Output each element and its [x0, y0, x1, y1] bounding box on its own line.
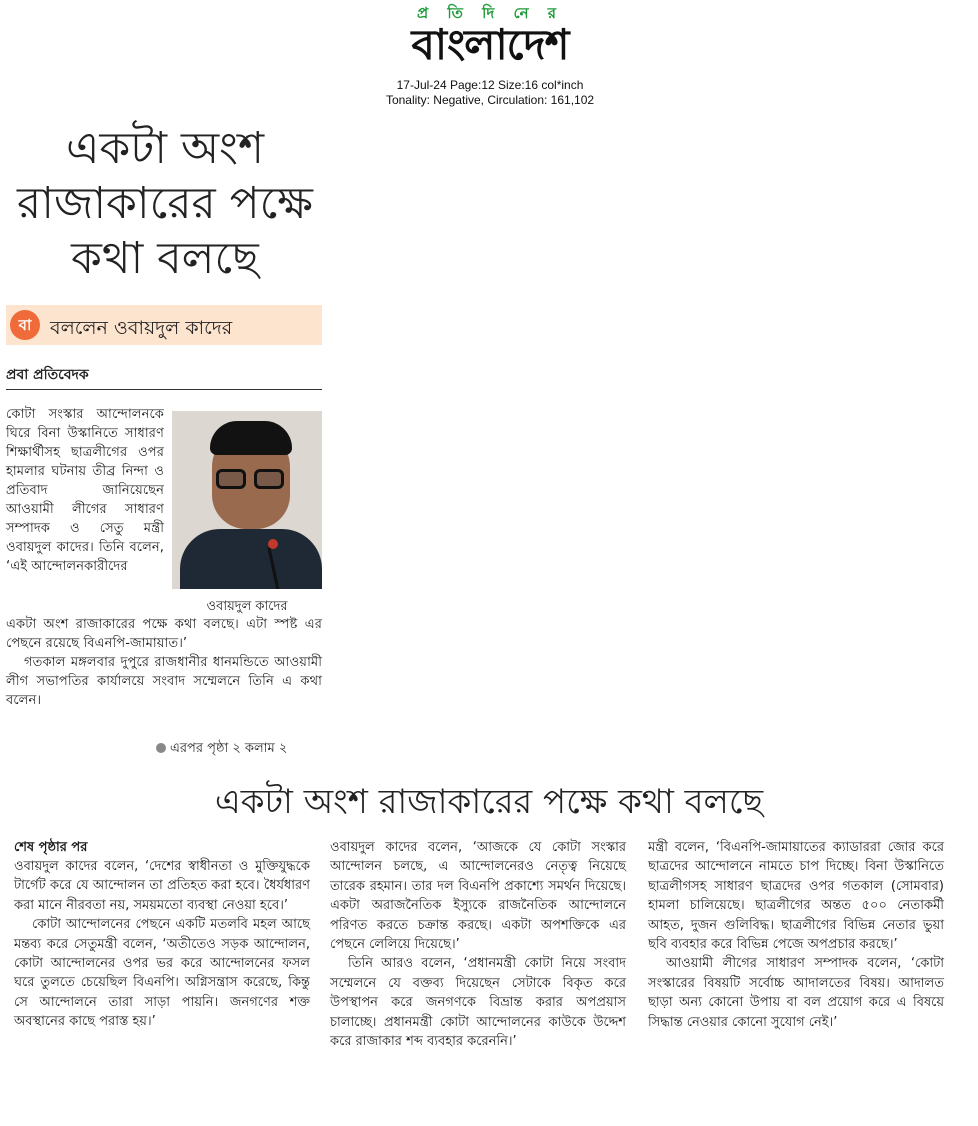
continuation-column-2: [330, 838, 626, 1051]
paragraph: আওয়ামী লীগের সাধারণ সম্পাদক বলেন, ‘কোটা সংস্কারের বিষয়টি সর্বোচ্চ আদালতের বিষয়। আদালত ছাড়া অন্য কোনো উপায় বা বল প্রয়োগ করে এ বিষয়ে সিদ্ধান্ত নেওয়ার কোনো সুযোগ নেই।’: [648, 956, 944, 1030]
continuation-headline: একটা অংশ রাজাকারের পক্ষে কথা বলছে: [214, 782, 764, 822]
subhead-bar: [6, 305, 322, 345]
continued-on-notice: [156, 739, 287, 760]
continued-text: এরপর পৃষ্ঠা ২ কলাম ২: [170, 741, 288, 756]
clipping-meta: [330, 78, 650, 108]
masthead: [360, 4, 620, 68]
headline-line-1: একটা অংশ: [65, 123, 265, 174]
paragraph: ওবায়দুল কাদের বলেন, ‘দেশের স্বাধীনতা ও মুক্তিযুদ্ধকে টার্গেট করে যে আন্দোলন তা প্রতিহত করা হবে। ধৈর্যধারণ করা মানে নীরবতা নয়, সময়মতো ব্যবস্থা নেওয়া হবে।’: [14, 859, 310, 913]
masthead-tagline: প্র তি দি নে র: [416, 4, 564, 22]
photo-caption: ওবায়দুল কাদের: [206, 599, 288, 614]
headline-line-2: রাজাকারের পক্ষে: [17, 178, 313, 229]
paragraph: তিনি আরও বলেন, ‘প্রধানমন্ত্রী কোটা নিয়ে সংবাদ সম্মেলনে যে বক্তব্য দিয়েছেন সেটাকে বিকৃত করে উপস্থাপন করে জনগণকে বিভ্রান্ত করার অপপ্রয়াস চালাচ্ছে। প্রধানমন্ত্রী কোটা আন্দোলনের কাউকে উদ্দেশ করে রাজাকার শব্দ ব্যবহার করেননি।’: [330, 956, 626, 1050]
subhead-text: বললেন ওবায়দুল কাদের: [50, 317, 233, 339]
intro-paragraph: কোটা সংস্কার আন্দোলনকে ঘিরে বিনা উস্কানিতে সাধারণ শিক্ষার্থীসহ ছাত্রলীগের ওপর হামলার ঘটনায় তীব্র নিন্দা ও প্রতিবাদ জানিয়েছেন আওয়ামী লীগের সাধারণ সম্পাদক ও সেতু মন্ত্রী ওবায়দুল কাদের। তিনি বলেন, ‘এই আন্দোলনকারীদের: [6, 407, 164, 574]
paragraph: মন্ত্রী বলেন, ‘বিএনপি-জামায়াতের ক্যাডাররা জোর করে ছাত্রদের আন্দোলনে নামতে চাপ দিচ্ছে। বিনা উস্কানিতে ছাত্রলীগসহ সাধারণ ছাত্রদের ওপর গতকাল (সোমবার) হামলা চালিয়েছে। ছাত্রলীগের অন্তত ৫০০ নেতাকর্মী আহত, দুজন গুলিবিদ্ধ। ছাত্রলীগের বিভিন্ন নেতার ভুয়া ছবি ব্যবহার করে বিভিন্ন পেজে অপপ্রচার করছে।’: [648, 840, 944, 953]
microphone-icon: [268, 539, 278, 549]
paragraph: গতকাল মঙ্গলবার দুপুরে রাজধানীর ধানমন্ডিতে আওয়ামী লীগ সভাপতির কার্যালয়ে সংবাদ সম্মেলনে তিনি এ কথা বলেন।: [6, 655, 322, 708]
meta-tonality-circulation: Tonality: Negative, Circulation: 161,102: [385, 93, 595, 107]
continuation-column-1: [14, 838, 310, 1032]
paragraph: ওবায়দুল কাদের বলেন, ‘আজকে যে কোটা সংস্কার আন্দোলন চলছে, এ আন্দোলনেরও নেতৃত্ব নিয়েছে তারেক রহমান। তার দল বিএনপি প্রকাশ্যে সমর্থন দিয়েছে। একটা অরাজনৈতিক ইস্যুকে রাজনৈতিক আন্দোলনে পরিণত করতে চক্রান্ত করছে। একটা অপশক্তিকে এর পেছনে লেলিয়ে দিয়েছে।’: [330, 840, 626, 953]
paragraph: একটা অংশ রাজাকারের পক্ষে কথা বলছে। এটা স্পষ্ট এর পেছনে রয়েছে বিএনপি-জামায়াত।’: [6, 617, 322, 651]
byline: প্রবা প্রতিবেদক: [6, 367, 89, 383]
continuation-kicker: শেষ পৃষ্ঠার পর: [14, 840, 88, 855]
continuation-column-3: [648, 838, 944, 1032]
paragraph: কোটা আন্দোলনের পেছনে একটি মতলবি মহল আছে মন্তব্য করে সেতুমন্ত্রী বলেন, ‘অতীতেও সড়ক আন্দোলন, কোটা আন্দোলনের ওপর ভর করে আন্দোলনের ফসল ঘরে তুলতে চেয়েছিল বিএনপি। অগ্নিসন্ত্রাস করেছে, কিন্তু সে আন্দোলনে তারা সাড়া পায়নি। জনগণের শক্ত অবস্থানের কাছে পরাস্ত হয়।’: [14, 917, 310, 1030]
publication-badge-icon: বা: [10, 310, 40, 340]
lead-article: [6, 115, 324, 756]
bullet-icon: [156, 743, 166, 753]
portrait-photo: [172, 411, 322, 589]
intro-continued: [6, 615, 322, 710]
article-headline: [6, 121, 324, 286]
meta-date-page-size: 17-Jul-24 Page:12 Size:16 col*inch: [396, 78, 584, 92]
byline-divider: [6, 389, 322, 390]
masthead-title: বাংলাদেশ: [411, 20, 569, 69]
headline-line-3: কথা বলছে: [71, 233, 259, 284]
